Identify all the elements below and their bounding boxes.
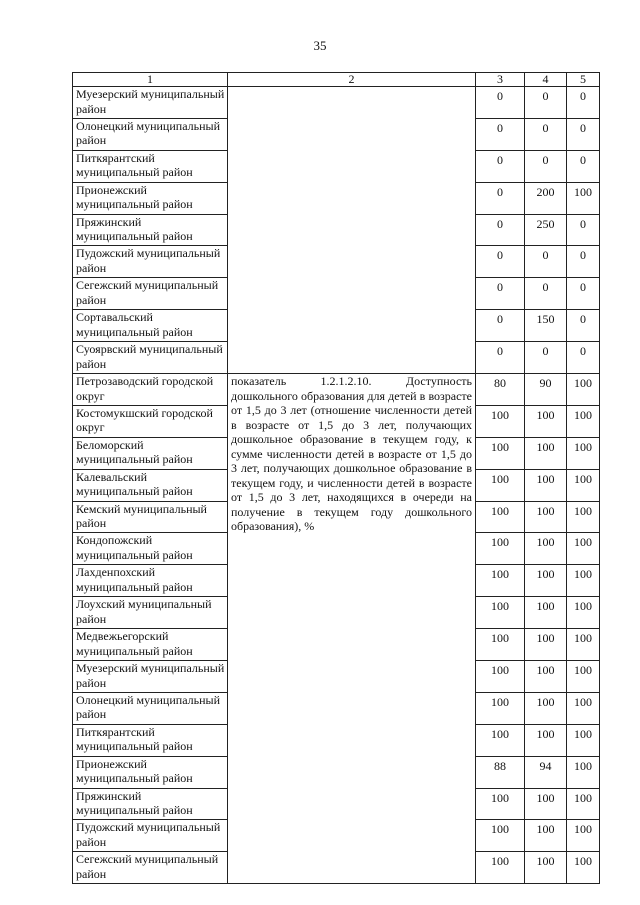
value-col-5: 100 [567,501,600,533]
value-col-3: 100 [476,629,525,661]
value-col-3: 80 [476,374,525,406]
value-col-5: 100 [567,469,600,501]
value-col-3: 0 [476,310,525,342]
municipality-name: Муезерский муниципальный район [73,661,228,693]
value-col-3: 100 [476,437,525,469]
municipality-name: Кондопожский муниципальный район [73,533,228,565]
value-col-4: 100 [525,820,567,852]
value-col-5: 100 [567,565,600,597]
municipality-name: Пудожский муниципальный район [73,246,228,278]
value-col-4: 100 [525,437,567,469]
municipality-name: Сегежский муниципальный район [73,278,228,310]
value-col-4: 100 [525,629,567,661]
value-col-5: 100 [567,437,600,469]
value-col-5: 0 [567,246,600,278]
value-col-4: 100 [525,533,567,565]
municipality-name: Олонецкий муниципальный район [73,692,228,724]
value-col-3: 0 [476,214,525,246]
value-col-3: 0 [476,87,525,119]
column-header-5: 5 [567,73,600,87]
municipality-name: Муезерский муниципальный район [73,87,228,119]
value-col-4: 100 [525,724,567,756]
value-col-3: 0 [476,182,525,214]
municipality-name: Питкярантский муниципальный район [73,150,228,182]
value-col-5: 100 [567,756,600,788]
indicator-description: показатель 1.2.1.2.10. Доступность дошкольного образования для детей в возрасте от 1,5 до 3 лет (отношение численности детей в возрасте от 1,5 до 3 лет, получающих дошкольное образование в текущем году, к сумме численности детей в возрасте от 1,5 до 3 лет, получающих дошкольное образование в текущем году, и численности детей в возрасте от 1,5 до 3 лет, находящихся в очереди на получение в текущем году дошкольного образования), % [228,374,476,884]
value-col-5: 100 [567,182,600,214]
value-col-3: 0 [476,278,525,310]
indicator-description [228,87,476,374]
value-col-4: 0 [525,278,567,310]
municipality-name: Костомукшский городской округ [73,405,228,437]
municipality-name: Суоярвский муниципальный район [73,342,228,374]
value-col-4: 200 [525,182,567,214]
value-col-5: 100 [567,724,600,756]
municipality-name: Пряжинский муниципальный район [73,788,228,820]
value-col-5: 0 [567,310,600,342]
value-col-5: 100 [567,852,600,884]
value-col-4: 90 [525,374,567,406]
municipality-name: Пряжинский муниципальный район [73,214,228,246]
value-col-5: 0 [567,214,600,246]
municipality-name: Калевальский муниципальный район [73,469,228,501]
value-col-4: 100 [525,852,567,884]
value-col-3: 100 [476,469,525,501]
municipality-name: Прионежский муниципальный район [73,756,228,788]
value-col-5: 100 [567,692,600,724]
value-col-3: 100 [476,852,525,884]
municipality-name: Олонецкий муниципальный район [73,118,228,150]
table-row [73,87,600,119]
value-col-3: 100 [476,724,525,756]
value-col-3: 100 [476,597,525,629]
value-col-5: 100 [567,820,600,852]
value-col-4: 100 [525,661,567,693]
value-col-4: 100 [525,565,567,597]
value-col-5: 0 [567,118,600,150]
indicator-table [72,72,600,884]
value-col-3: 100 [476,788,525,820]
value-col-4: 0 [525,118,567,150]
value-col-5: 100 [567,374,600,406]
value-col-4: 100 [525,788,567,820]
municipality-name: Пудожский муниципальный район [73,820,228,852]
municipality-name: Сортавальский муниципальный район [73,310,228,342]
column-header-1: 1 [73,73,228,87]
value-col-3: 0 [476,246,525,278]
value-col-3: 100 [476,565,525,597]
municipality-name: Сегежский муниципальный район [73,852,228,884]
value-col-3: 100 [476,533,525,565]
column-header-4: 4 [525,73,567,87]
value-col-4: 150 [525,310,567,342]
value-col-5: 0 [567,278,600,310]
value-col-5: 100 [567,629,600,661]
municipality-name: Медвежьегорский муниципальный район [73,629,228,661]
value-col-4: 250 [525,214,567,246]
municipality-name: Прионежский муниципальный район [73,182,228,214]
value-col-5: 0 [567,87,600,119]
value-col-3: 100 [476,661,525,693]
value-col-5: 0 [567,342,600,374]
page-number: 35 [313,38,327,53]
municipality-name: Питкярантский муниципальный район [73,724,228,756]
municipality-name: Беломорский муниципальный район [73,437,228,469]
table-row [73,374,600,406]
value-col-3: 100 [476,820,525,852]
value-col-4: 100 [525,469,567,501]
table-header-row [73,73,600,87]
value-col-3: 0 [476,118,525,150]
municipality-name: Лахденпохский муниципальный район [73,565,228,597]
value-col-3: 88 [476,756,525,788]
value-col-5: 100 [567,533,600,565]
value-col-4: 0 [525,342,567,374]
value-col-3: 0 [476,342,525,374]
column-header-3: 3 [476,73,525,87]
value-col-3: 100 [476,405,525,437]
value-col-3: 0 [476,150,525,182]
value-col-5: 0 [567,150,600,182]
value-col-4: 0 [525,87,567,119]
value-col-4: 0 [525,246,567,278]
value-col-4: 0 [525,150,567,182]
value-col-3: 100 [476,692,525,724]
value-col-5: 100 [567,405,600,437]
value-col-5: 100 [567,661,600,693]
value-col-4: 100 [525,501,567,533]
value-col-5: 100 [567,597,600,629]
value-col-4: 100 [525,405,567,437]
value-col-5: 100 [567,788,600,820]
value-col-3: 100 [476,501,525,533]
value-col-4: 100 [525,692,567,724]
value-col-4: 100 [525,597,567,629]
column-header-2: 2 [228,73,476,87]
municipality-name: Лоухский муниципальный район [73,597,228,629]
municipality-name: Кемский муниципальный район [73,501,228,533]
municipality-name: Петрозаводский городской округ [73,374,228,406]
value-col-4: 94 [525,756,567,788]
table-body [73,73,600,884]
